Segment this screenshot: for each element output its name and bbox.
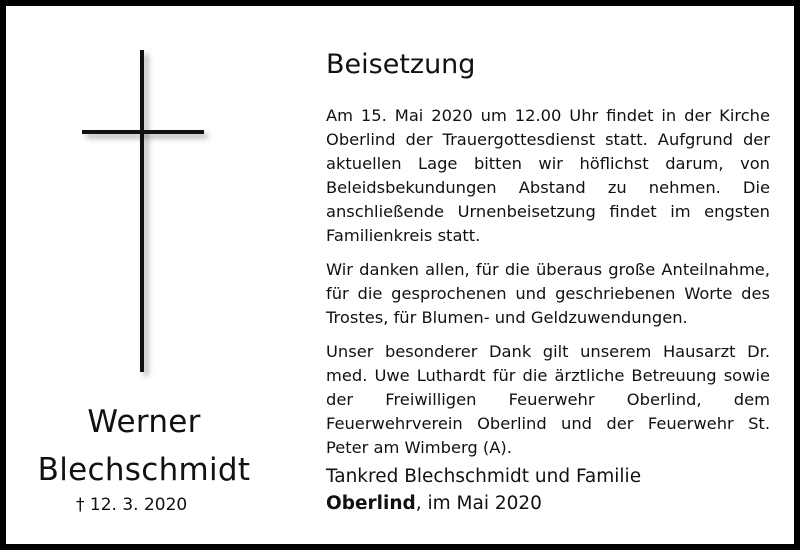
- signature-town: Oberlind: [326, 493, 416, 514]
- paragraph-special-thanks: Unser besonderer Dank gilt unserem Hausarzt Dr. med. Uwe Luthardt für die ärztliche Betreuung sowie der Freiwilligen Feuerwehr Oberlind, dem Feuerwehrverein Oberlind und der Feuerwehr St. Peter am Wimberg (A).: [326, 342, 770, 457]
- cross-icon-vertical-bar: [140, 50, 144, 372]
- notice-heading: Beisetzung: [326, 49, 476, 80]
- deceased-last-name: Blechschmidt: [37, 452, 251, 488]
- signature-name: Tankred Blechschmidt und Familie: [326, 466, 642, 487]
- paragraph-thanks: Wir danken allen, für die überaus große Anteilnahme, für die gesprochenen und geschriebenen Worte des Trostes, für Blumen- und Geldzuwendungen.: [326, 260, 770, 327]
- signature-date: , im Mai 2020: [415, 493, 542, 514]
- deceased-first-name: Werner: [87, 404, 201, 440]
- signature-place-date: [326, 491, 542, 517]
- notice-body: [326, 104, 770, 470]
- paragraph-service: Am 15. Mai 2020 um 12.00 Uhr findet in der Kirche Oberlind der Trauergottesdienst statt. Aufgrund der aktuellen Lage bitten wir höflichst darum, von Beleidsbekundungen Abstand zu nehmen. Die anschließende Urnenbeisetzung findet im engsten Familienkreis statt.: [326, 106, 770, 245]
- death-date: † 12. 3. 2020: [76, 495, 188, 515]
- cross-icon-horizontal-bar: [82, 130, 204, 134]
